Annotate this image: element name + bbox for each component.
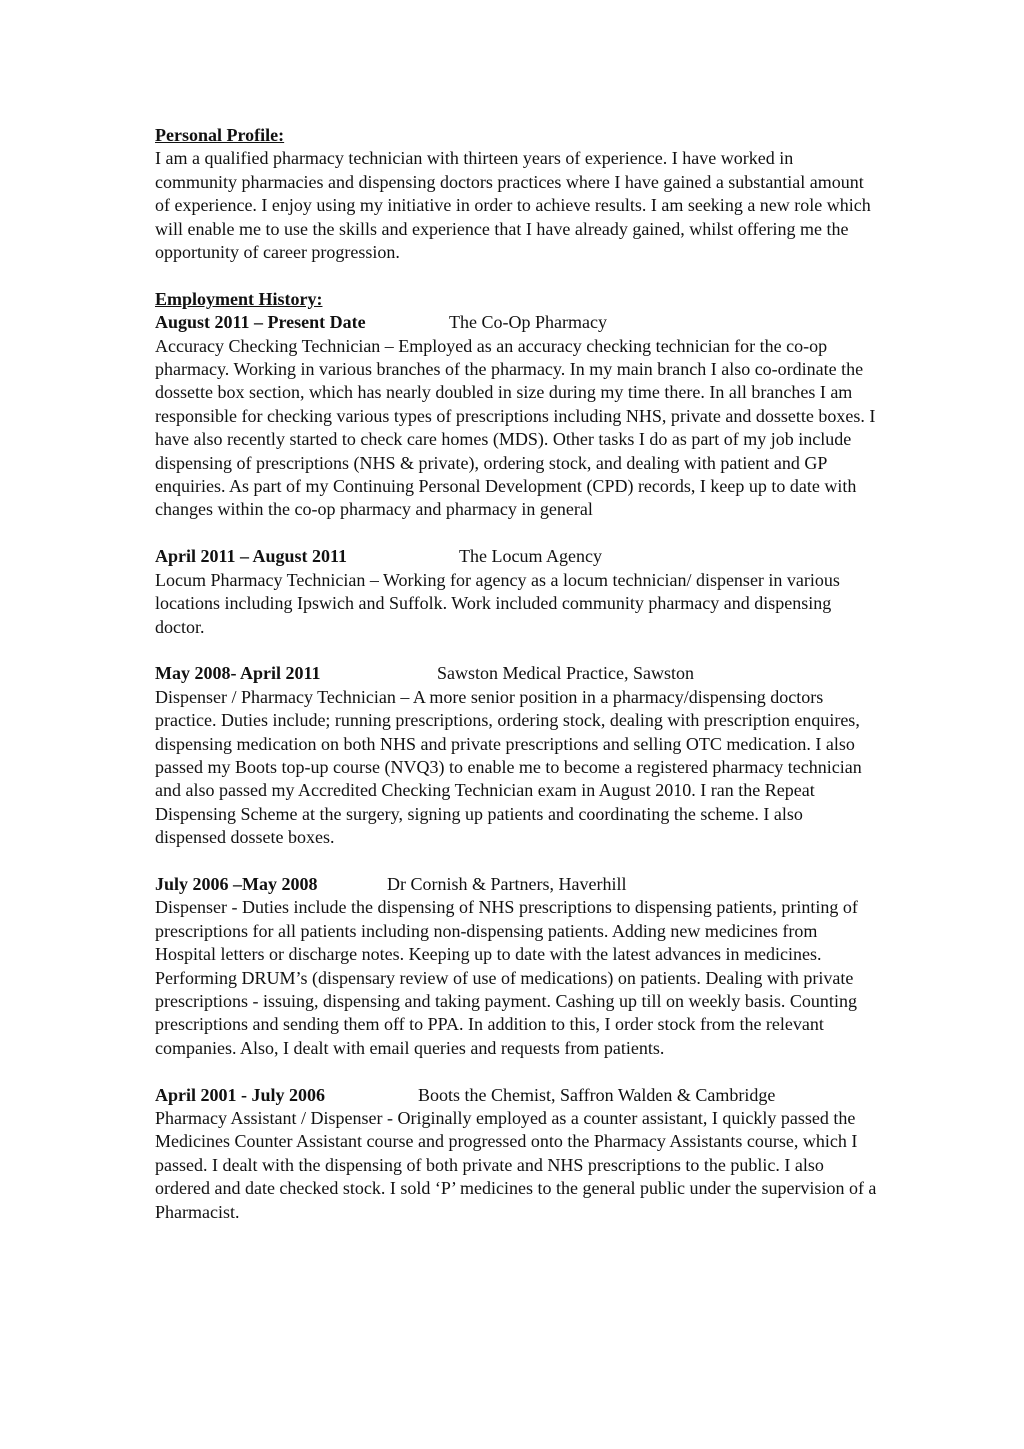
personal-profile-section — [155, 124, 877, 264]
section-spacer — [155, 264, 877, 287]
entry-employer: Sawston Medical Practice, Sawston — [437, 663, 694, 684]
employment-history-section — [155, 288, 877, 1224]
entry-header — [155, 1084, 877, 1107]
entry-description: Dispenser - Duties include the dispensing of NHS prescriptions to dispensing patients, printing of prescriptions for all patients including non-dispensing patients. Adding new medicines from Hospital letters or discharge notes. Keeping up to date with the latest advances in medicines. Performing DRUM’s (dispensary review of use of medications) on patients. Dealing with private prescriptions - issuing, dispensing and taking payment. Cashing up till on weekly basis. Counting prescriptions and sending them off to PPA. In addition to this, I order stock from the relevant companies. Also, I dealt with email queries and requests from patients. — [155, 897, 858, 1058]
employment-entry-sawston — [155, 662, 877, 849]
entry-employer: The Co-Op Pharmacy — [449, 312, 607, 333]
entry-description: Accuracy Checking Technician – Employed as an accuracy checking technician for the co-op pharmacy. Working in various branches of the pharmacy. In my main branch I also co-ordinate the dossette box section, which has nearly doubled in size during my time there. In all branches I am responsible for checking various types of prescriptions including NHS, private and dossette boxes. I have also recently started to check care homes (MDS). Other tasks I do as part of my job include dispensing of prescriptions (NHS & private), ordering stock, and dealing with patient and GP enquiries. As part of my Continuing Personal Development (CPD) records, I keep up to date with changes within the co-op pharmacy and pharmacy in general — [155, 335, 876, 520]
entry-employer: Boots the Chemist, Saffron Walden & Cambridge — [418, 1084, 776, 1105]
employment-history-heading: Employment History: — [155, 288, 323, 309]
entry-dates: April 2001 - July 2006 — [155, 1084, 326, 1105]
entry-dates: August 2011 – Present Date — [155, 312, 366, 333]
entry-dates: May 2008- April 2011 — [155, 663, 321, 684]
entry-spacer — [155, 850, 877, 873]
employment-entry-coop — [155, 311, 877, 522]
entry-header — [155, 662, 877, 685]
entry-description: Dispenser / Pharmacy Technician – A more senior position in a pharmacy/dispensing doctors practice. Duties include; running prescriptions, ordering stock, dealing with prescription enquires, dispensing medication on both NHS and private prescriptions and selling OTC medication. I also passed my Boots top-up course (NVQ3) to enable me to become a registered pharmacy technician and also passed my Accredited Checking Technician exam in August 2010. I ran the Repeat Dispensing Scheme at the surgery, signing up patients and coordinating the scheme. I also dispensed dossete boxes. — [155, 686, 862, 848]
entry-description: Locum Pharmacy Technician – Working for agency as a locum technician/ dispenser in various locations including Ipswich and Suffolk. Work included community pharmacy and dispensing doctor. — [155, 569, 840, 637]
entry-dates: April 2011 – August 2011 — [155, 546, 348, 567]
entry-header — [155, 873, 877, 896]
employment-entry-cornish — [155, 873, 877, 1060]
entry-spacer — [155, 639, 877, 662]
personal-profile-heading: Personal Profile: — [155, 125, 285, 145]
employment-entry-boots — [155, 1084, 877, 1224]
employment-entry-locum — [155, 545, 877, 639]
entry-header — [155, 545, 877, 568]
entry-spacer — [155, 1060, 877, 1083]
personal-profile-text: I am a qualified pharmacy technician with thirteen years of experience. I have worked in community pharmacies and dispensing doctors practices where I have gained a substantial amount of experience. I enjoy using my initiative in order to achieve results. I am seeking a new role which will enable me to use the skills and experience that I have already gained, whilst offering me the opportunity of career progression. — [155, 148, 871, 263]
entry-description: Pharmacy Assistant / Dispenser - Originally employed as a counter assistant, I quickly passed the Medicines Counter Assistant course and progressed onto the Pharmacy Assistants course, which I passed. I dealt with the dispensing of both private and NHS prescriptions to the public. I also ordered and date checked stock. I sold ‘P’ medicines to the general public under the supervision of a Pharmacist. — [155, 1107, 877, 1222]
entry-employer: The Locum Agency — [459, 546, 602, 567]
entry-spacer — [155, 522, 877, 545]
cv-page — [155, 124, 877, 1224]
entry-dates: July 2006 –May 2008 — [155, 873, 318, 894]
entry-header — [155, 311, 877, 334]
entry-employer: Dr Cornish & Partners, Haverhill — [387, 873, 627, 894]
